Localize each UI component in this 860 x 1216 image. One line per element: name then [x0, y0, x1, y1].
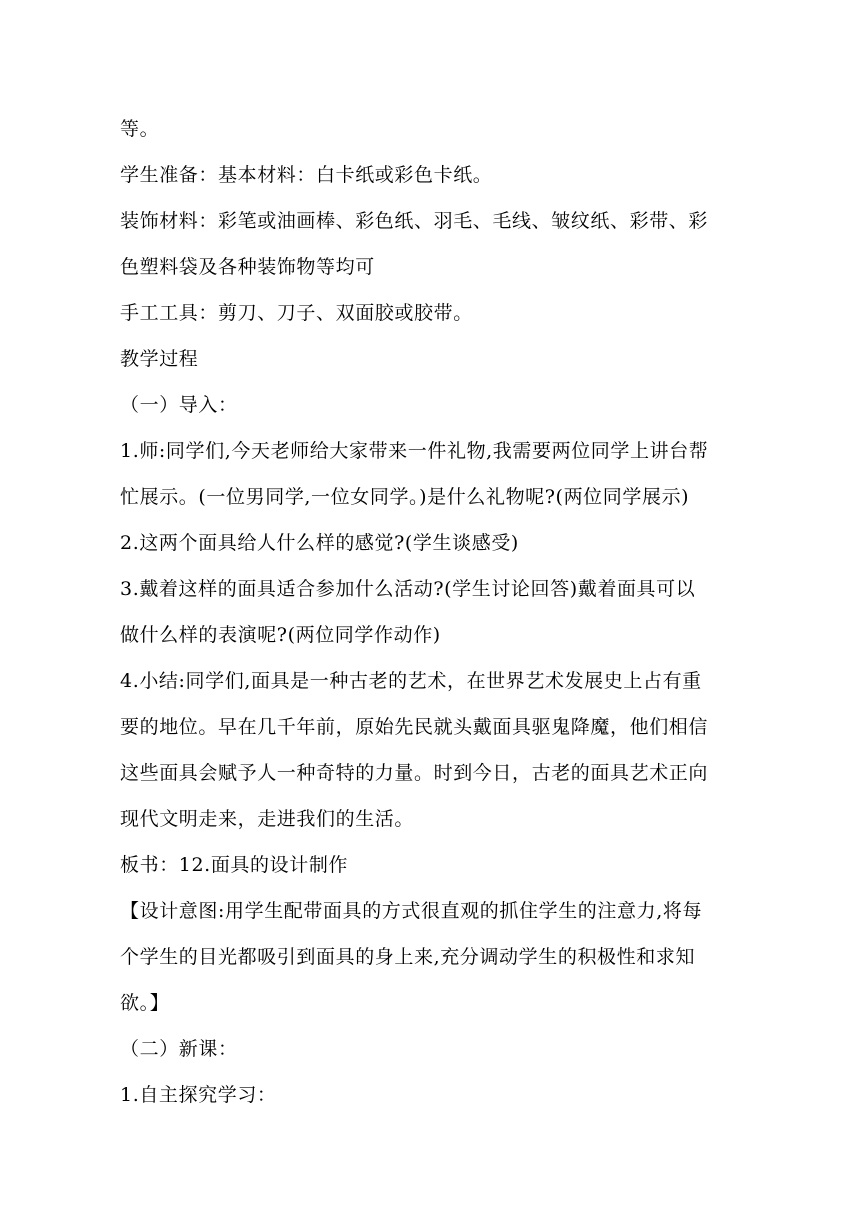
- paragraph-line: 手工工具：剪刀、刀子、双面胶或胶带。: [120, 302, 473, 324]
- document-body: [120, 106, 740, 1118]
- subsection-heading: （二）新课：: [120, 1038, 238, 1060]
- blackboard-note: 板书：12.面具的设计制作: [120, 854, 349, 876]
- paragraph-line: 1.自主探究学习：: [120, 1084, 277, 1106]
- design-intent-line: 个学生的目光都吸引到面具的身上来,充分调动学生的积极性和求知: [120, 946, 696, 968]
- paragraph-line: 装饰材料：彩笔或油画棒、彩色纸、羽毛、毛线、皱纹纸、彩带、彩: [120, 210, 709, 232]
- paragraph-line: 这些面具会赋予人一种奇特的力量。时到今日，古老的面具艺术正向: [120, 762, 709, 784]
- paragraph-line: 做什么样的表演呢?(两位同学作动作): [120, 624, 441, 646]
- paragraph-line: 忙展示。(一位男同学,一位女同学。)是什么礼物呢?(两位同学展示): [120, 486, 690, 508]
- paragraph-line: 现代文明走来，走进我们的生活。: [120, 808, 415, 830]
- design-intent-line: 【设计意图:用学生配带面具的方式很直观的抓住学生的注意力,将每: [120, 900, 703, 922]
- paragraph-line: 学生准备：基本材料：白卡纸或彩色卡纸。: [120, 164, 493, 186]
- paragraph-line: 等。: [120, 118, 160, 140]
- paragraph-line: 3.戴着这样的面具适合参加什么活动?(学生讨论回答)戴着面具可以: [120, 578, 696, 600]
- subsection-heading: （一）导入：: [120, 394, 238, 416]
- section-heading: 教学过程: [120, 348, 199, 370]
- paragraph-line: 4.小结:同学们,面具是一种古老的艺术，在世界艺术发展史上占有重: [120, 670, 702, 692]
- paragraph-line: 1.师:同学们,今天老师给大家带来一件礼物,我需要两位同学上讲台帮: [120, 440, 709, 462]
- design-intent-line: 欲。】: [120, 992, 170, 1014]
- paragraph-line: 要的地位。早在几千年前，原始先民就头戴面具驱鬼降魔，他们相信: [120, 716, 709, 738]
- paragraph-line: 2.这两个面具给人什么样的感觉?(学生谈感受): [120, 532, 519, 554]
- paragraph-line: 色塑料袋及各种装饰物等均可: [120, 256, 375, 278]
